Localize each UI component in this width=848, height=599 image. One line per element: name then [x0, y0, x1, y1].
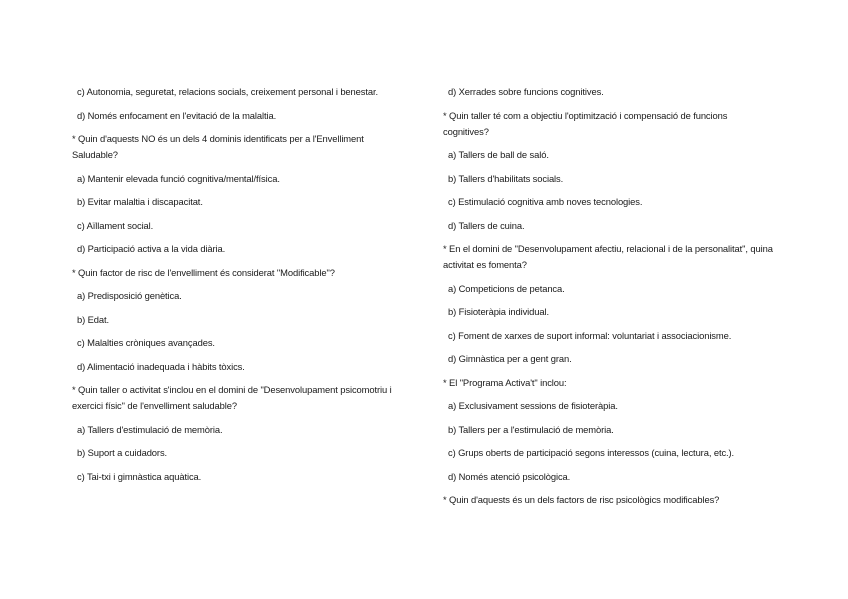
answer-option: c) Estimulació cognitiva amb noves tecnologies. [448, 196, 643, 207]
answer-option: a) Tallers d'estimulació de memòria. [77, 423, 223, 435]
answer-option: b) Fisioteràpia individual. [448, 306, 549, 317]
answer-option: d) Alimentació inadequada i hàbits tòxics. [77, 360, 245, 372]
answer-option: d) Participació activa a la vida diària. [77, 243, 226, 254]
answer-option: d) Tallers de cuina. [448, 219, 525, 231]
answer-option: a) Predisposició genètica. [77, 290, 182, 301]
answer-option: c) Aïllament social. [77, 219, 154, 231]
answer-option: c) Foment de xarxes de suport informal: voluntariat i associacionisme. [448, 329, 732, 341]
question-text: * Quin d'aquests NO és un dels 4 dominis identificats per a l'Envelliment Saludable? [72, 133, 364, 160]
answer-option: a) Competicions de petanca. [448, 282, 565, 294]
answer-option: d) Xerrades sobre funcions cognitives. [448, 86, 604, 97]
answer-option: a) Tallers de ball de saló. [448, 149, 549, 160]
answer-option: a) Exclusivament sessions de fisioteràpia. [448, 400, 618, 411]
answer-option: a) Mantenir elevada funció cognitiva/mental/física. [77, 172, 280, 184]
answer-option: b) Tallers per a l'estimulació de memòria. [448, 423, 614, 435]
question-text: * Quin taller té com a objectiu l'optimització i compensació de funcions cognitives? [443, 109, 728, 137]
answer-option: c) Tai-txi i gimnàstica aquàtica. [77, 470, 202, 482]
answer-option: d) Només atenció psicològica. [448, 470, 571, 482]
answer-option: b) Tallers d'habilitats socials. [448, 172, 564, 184]
question-text: * Quin d'aquests és un dels factors de risc psicològics modificables? [443, 494, 720, 505]
answer-option: c) Autonomia, seguretat, relacions socials, creixement personal i benestar. [77, 86, 378, 97]
answer-option: b) Edat. [77, 313, 110, 325]
answer-option: c) Malalties cròniques avançades. [77, 337, 215, 348]
question-text: * El "Programa Activa't" inclou: [443, 376, 567, 388]
left-column [72, 84, 392, 492]
answer-option: b) Evitar malaltia i discapacitat. [77, 196, 203, 207]
question-text: * Quin factor de risc de l'envelliment és considerat "Modificable"? [72, 266, 335, 278]
answer-option: d) Gimnàstica per a gent gran. [448, 353, 572, 364]
answer-option: d) Només enfocament en l'evitació de la malaltia. [77, 109, 277, 121]
question-text: * En el domini de "Desenvolupament afectiu, relacional i de la personalitat", quina activitat es fomenta? [443, 243, 773, 270]
answer-option: b) Suport a cuidadors. [77, 447, 168, 458]
right-column [443, 84, 773, 516]
question-text: * Quin taller o activitat s'inclou en el domini de "Desenvolupament psicomotriu i exercici físic" de l'envelliment saludable? [72, 384, 392, 411]
answer-option: c) Grups oberts de participació segons interessos (cuina, lectura, etc.). [448, 447, 735, 458]
